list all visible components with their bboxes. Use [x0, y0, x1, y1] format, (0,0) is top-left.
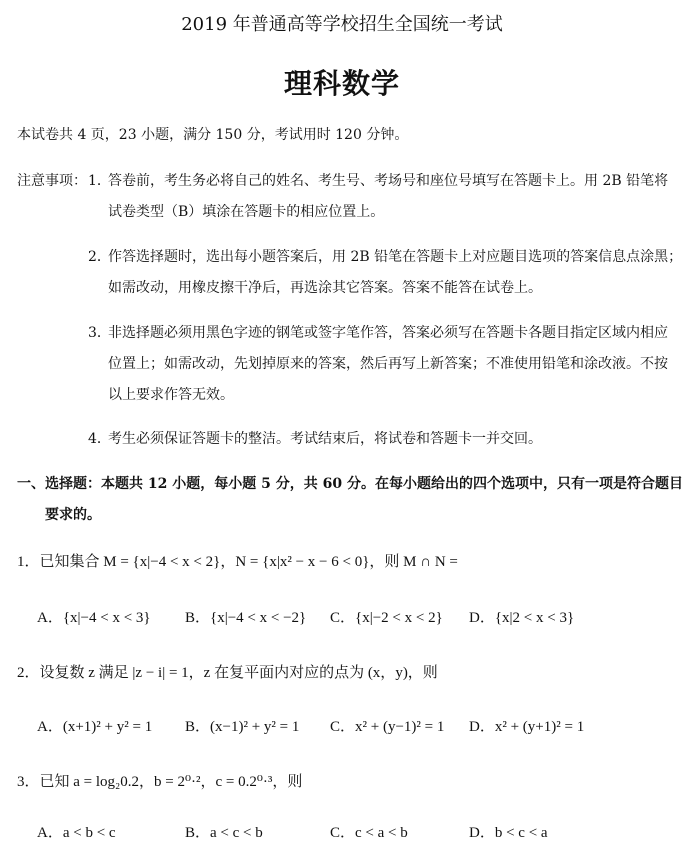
exam-title: 2019 年普通高等学校招生全国统一考试 — [181, 14, 503, 35]
notice-item-line: 如需改动，用橡皮擦干净后，再选涂其它答案。答案不能答在试卷上。 — [108, 280, 542, 296]
option-b: B．{x|−4 < x < −2} — [185, 610, 307, 626]
section-heading-cont: 要求的。 — [45, 507, 101, 523]
question-stem: 2．设复数 z 满足 |z − i| = 1，z 在复平面内对应的点为 (x，y)，则 — [17, 665, 438, 681]
notice-item-line: 非选择题必须用黑色字迹的钢笔或签字笔作答，答案必须写在答题卡各题目指定区域内相应 — [108, 325, 668, 341]
option-d: D．x² + (y+1)² = 1 — [469, 719, 585, 735]
notice-item-line: 位置上；如需改动，先划掉原来的答案，然后再写上新答案；不准使用铅笔和涂改液。不按 — [108, 356, 668, 372]
option-a: A．a < b < c — [37, 825, 116, 841]
option-d: D．{x|2 < x < 3} — [469, 610, 575, 626]
exam-intro: 本试卷共 4 页，23 小题，满分 150 分，考试用时 120 分钟。 — [17, 127, 409, 143]
question-stem: 1．已知集合 M = {x|−4 < x < 2}，N = {x|x² − x − 6 < 0}，则 M ∩ N = — [17, 554, 458, 570]
notice-item-line: 答卷前，考生务必将自己的姓名、考生号、考场号和座位号填写在答题卡上。用 2B 铅笔将 — [108, 173, 669, 189]
option-b: B．a < c < b — [185, 825, 263, 841]
exam-subject: 理科数学 — [283, 67, 400, 100]
option-a: A．{x|−4 < x < 3} — [37, 610, 151, 626]
option-c: C．{x|−2 < x < 2} — [330, 610, 443, 626]
section-heading: 一、选择题：本题共 12 小题，每小题 5 分，共 60 分。在每小题给出的四个选项中，只有一项是符合题目 — [17, 476, 683, 492]
notice-item-line: 作答选择题时，选出每小题答案后，用 2B 铅笔在答题卡上对应题目选项的答案信息点涂黑； — [108, 249, 683, 265]
notice-item-line: 以上要求作答无效。 — [108, 387, 234, 403]
notice-label: 注意事项： — [17, 173, 87, 189]
notice-item-line: 考生必须保证答题卡的整洁。考试结束后，将试卷和答题卡一并交回。 — [108, 431, 542, 447]
option-b: B．(x−1)² + y² = 1 — [185, 719, 300, 735]
notice-item-line: 试卷类型（B）填涂在答题卡的相应位置上。 — [108, 204, 385, 220]
option-c: C．c < a < b — [330, 825, 408, 841]
option-d: D．b < c < a — [469, 825, 548, 841]
question-stem: 3．已知 a = log₂0.2，b = 2⁰·²，c = 0.2⁰·³，则 — [17, 774, 303, 790]
notice-item-num: 1． — [88, 173, 111, 189]
notice-item-num: 2． — [88, 249, 111, 265]
notice-item-num: 4． — [88, 431, 111, 447]
option-a: A．(x+1)² + y² = 1 — [37, 719, 153, 735]
option-c: C．x² + (y−1)² = 1 — [330, 719, 445, 735]
notice-item-num: 3． — [88, 325, 111, 341]
